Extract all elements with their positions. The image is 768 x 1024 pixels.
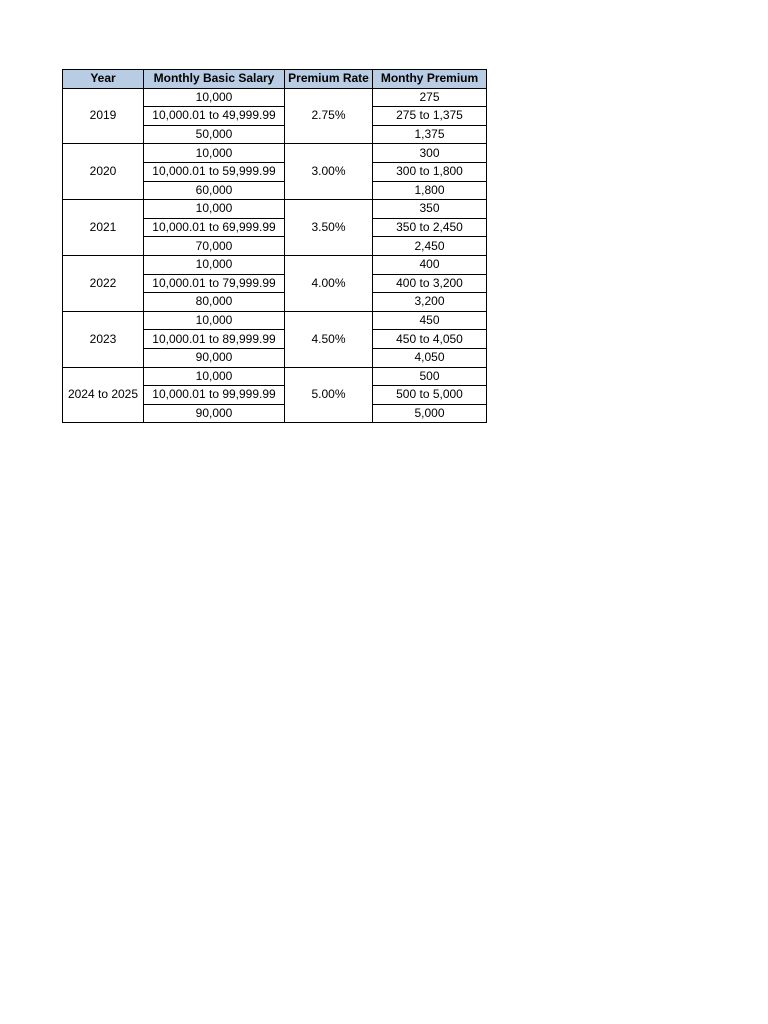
salary-cell: 10,000.01 to 89,999.99: [144, 330, 285, 349]
salary-cell: 10,000.01 to 59,999.99: [144, 162, 285, 181]
salary-cell: 10,000: [144, 311, 285, 330]
table-row: [63, 367, 487, 386]
premium-cell: 4,050: [373, 348, 487, 367]
salary-cell: 10,000: [144, 144, 285, 163]
premium-cell: 275 to 1,375: [373, 107, 487, 126]
salary-cell: 10,000.01 to 79,999.99: [144, 274, 285, 293]
premium-cell: 1,800: [373, 181, 487, 200]
premium-cell: 450 to 4,050: [373, 330, 487, 349]
table-row: [63, 255, 487, 274]
year-cell: 2020: [63, 144, 144, 200]
header-row: [63, 70, 487, 89]
premium-cell: 300: [373, 144, 487, 163]
salary-column-header: Monthly Basic Salary: [144, 70, 285, 89]
salary-cell: 10,000.01 to 69,999.99: [144, 218, 285, 237]
rate-cell: 4.00%: [285, 255, 373, 311]
premium-rate-table: [62, 69, 487, 423]
table-body: [63, 88, 487, 423]
rate-cell: 3.50%: [285, 200, 373, 256]
year-column-header: Year: [63, 70, 144, 89]
salary-cell: 80,000: [144, 293, 285, 312]
salary-cell: 70,000: [144, 237, 285, 256]
rate-cell: 2.75%: [285, 88, 373, 144]
salary-cell: 10,000: [144, 367, 285, 386]
salary-cell: 10,000: [144, 200, 285, 219]
premium-cell: 500 to 5,000: [373, 386, 487, 405]
salary-cell: 60,000: [144, 181, 285, 200]
rate-cell: 4.50%: [285, 311, 373, 367]
premium-cell: 400: [373, 255, 487, 274]
year-cell: 2022: [63, 255, 144, 311]
year-cell: 2019: [63, 88, 144, 144]
salary-cell: 10,000: [144, 255, 285, 274]
table-row: [63, 88, 487, 107]
premium-cell: 5,000: [373, 404, 487, 423]
year-cell: 2021: [63, 200, 144, 256]
premium-cell: 350: [373, 200, 487, 219]
premium-cell: 300 to 1,800: [373, 162, 487, 181]
premium-cell: 1,375: [373, 125, 487, 144]
table-row: [63, 311, 487, 330]
salary-cell: 90,000: [144, 404, 285, 423]
premium-cell: 500: [373, 367, 487, 386]
year-cell: 2023: [63, 311, 144, 367]
rate-cell: 3.00%: [285, 144, 373, 200]
year-cell: 2024 to 2025: [63, 367, 144, 423]
table-row: [63, 200, 487, 219]
premium-cell: 350 to 2,450: [373, 218, 487, 237]
table-row: [63, 144, 487, 163]
salary-cell: 50,000: [144, 125, 285, 144]
salary-cell: 90,000: [144, 348, 285, 367]
premium-cell: 450: [373, 311, 487, 330]
salary-cell: 10,000.01 to 99,999.99: [144, 386, 285, 405]
premium-cell: 2,450: [373, 237, 487, 256]
rate-cell: 5.00%: [285, 367, 373, 423]
salary-cell: 10,000.01 to 49,999.99: [144, 107, 285, 126]
premium-cell: 275: [373, 88, 487, 107]
premium-cell: 400 to 3,200: [373, 274, 487, 293]
premium-column-header: Monthy Premium: [373, 70, 487, 89]
premium-cell: 3,200: [373, 293, 487, 312]
rate-column-header: Premium Rate: [285, 70, 373, 89]
salary-cell: 10,000: [144, 88, 285, 107]
